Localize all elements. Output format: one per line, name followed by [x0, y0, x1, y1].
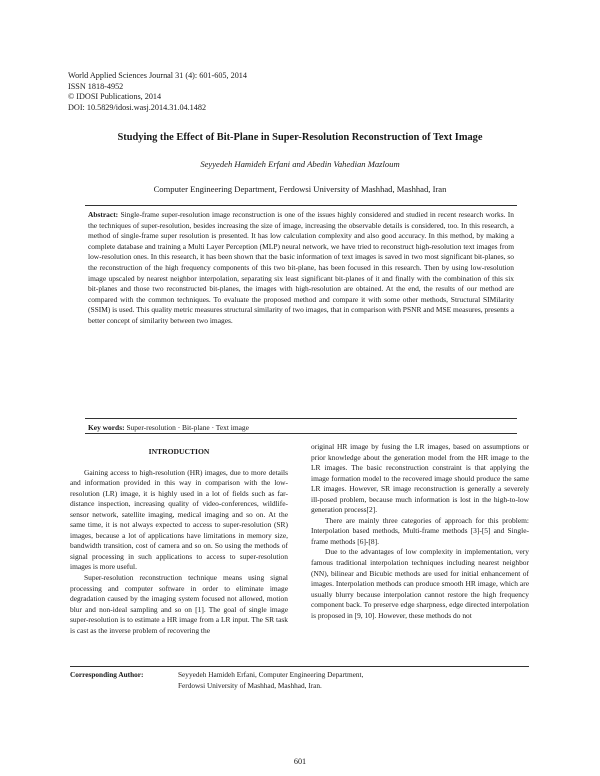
- journal-citation: World Applied Sciences Journal 31 (4): 601-605, 2014: [68, 71, 247, 80]
- section-heading: INTRODUCTION: [148, 447, 210, 456]
- right-column: [311, 442, 529, 621]
- copyright: © IDOSI Publications, 2014: [68, 92, 162, 102]
- paragraph: Super-resolution reconstruction technique means using signal processing and computer software in order to eliminate image degradation caused by the imaging system focused not allowed, motion blur and non-ideal sampling and so on [1]. The goal of single image super-resolution is to estimate a HR image from a LR input. The SR task is cast as the inverse problem of recovering the: [70, 573, 288, 635]
- paragraph: Gaining access to high-resolution (HR) images, due to more details and information provided in this way in comparison with the low-resolution (LR) image, it is highly used in a lot of fields such as far-distance inspection, increasing quality of video-conferences, wildlife-sensor network, satellite imaging, medical imaging and so on. At the same time, it is not always expected to access to super-resolution (SR) images, because a lot of applications have limitations in memory size, bandwidth transition, cost of camera and so on. So using the methods of signal processing in such applications to access to super-resolution images is more useful.: [70, 467, 288, 572]
- corresponding-text: [178, 670, 363, 691]
- divider-footnote: [70, 666, 529, 667]
- corresponding-label: Corresponding Author:: [70, 670, 144, 679]
- page-number: 601: [293, 757, 307, 766]
- paragraph: There are mainly three categories of approach for this problem: Interpolation based methods, Multi-frame methods [3]-[5] and Single-frame methods [6]-[8].: [311, 515, 529, 546]
- abstract-text: Single-frame super-resolution image reconstruction is one of the issues highly considered and studied in recent research works. In the techniques of super-resolution, besides increasing the size of image, increasing the observable details is considered, too. In this research, a method of single-frame super resolution is presented. It has low calculation complexity and also good accuracy. In this method, by making a complete database and training a Multi Layer Perception (MLP) neural network, we have tried to reconstruct high-resolution text images from low-resolution ones. In this research, it has been shown that the basic information of text images is saved in two most significant bit-planes, so the reconstruction of the high frequency components of this two bit-plane, has been focused in this research. Then by using low-resolution image upscaled by nearest neighbor interpolation, separating six least significant bit-planes of it and finally with the combination of this six bit-planes and those two reconstructed bit-planes, the images with high-resolution are obtained. At the end, the results of our method are compared with the common techniques. To evaluate the proposed method and compare it with some other methods, Structural SIMilarity (SSIM) is used. This quality metric measures structural similarity of two images, that in comparison with PSNR and MSE measures, presents a better concept of similarity between two images.: [88, 210, 514, 325]
- divider-keywords-bottom: [85, 433, 517, 434]
- affiliation: Computer Engineering Department, Ferdowsi University of Mashhad, Mashhad, Iran: [153, 184, 447, 194]
- authors: Seyyedeh Hamideh Erfani and Abedin Vahedian Mazloum: [200, 159, 400, 169]
- divider-top: [85, 205, 517, 206]
- corresponding-line2: Ferdowsi University of Mashhad, Mashhad, Iran.: [178, 680, 322, 690]
- paragraph: original HR image by fusing the LR images, based on assumptions or prior knowledge about the generation model from the HR image to the LR images. The basic reconstruction constraint is that applying the image formation model to the recovered image should produce the same LR images. However, SR image reconstruction is generally a severely ill-posed problem, because much information is lost in the high-to-low generation process[2].: [311, 442, 529, 515]
- abstract-label: Abstract:: [88, 210, 119, 219]
- abstract: [88, 210, 514, 327]
- journal-header: [68, 71, 247, 113]
- corresponding-author: [70, 670, 363, 691]
- divider-abstract-bottom: [85, 418, 517, 419]
- corresponding-line1: Seyyedeh Hamideh Erfani, Computer Engineering Department,: [178, 670, 364, 679]
- left-column: [70, 437, 288, 636]
- keywords-label: Key words:: [88, 423, 125, 432]
- keywords: [88, 423, 514, 432]
- paragraph: Due to the advantages of low complexity in implementation, very famous traditional interpolation techniques including nearest neighbor (NN), bilinear and Bicubic methods are used for initial enhancement of images. Interpolation methods can produce smooth HR image, which are usually blurry because interpolation cannot restore the high frequency component back. To preserve edge sharpness, edge directed interpolation is proposed in [9, 10]. However, these methods do not: [311, 547, 529, 620]
- paper-title: Studying the Effect of Bit-Plane in Super-Resolution Reconstruction of Text Image: [117, 132, 483, 143]
- issn: ISSN 1818-4952: [68, 81, 124, 91]
- keywords-text: Super-resolution · Bit-plane · Text image: [126, 423, 249, 432]
- doi: DOI: 10.5829/idosi.wasj.2014.31.04.1482: [68, 102, 207, 112]
